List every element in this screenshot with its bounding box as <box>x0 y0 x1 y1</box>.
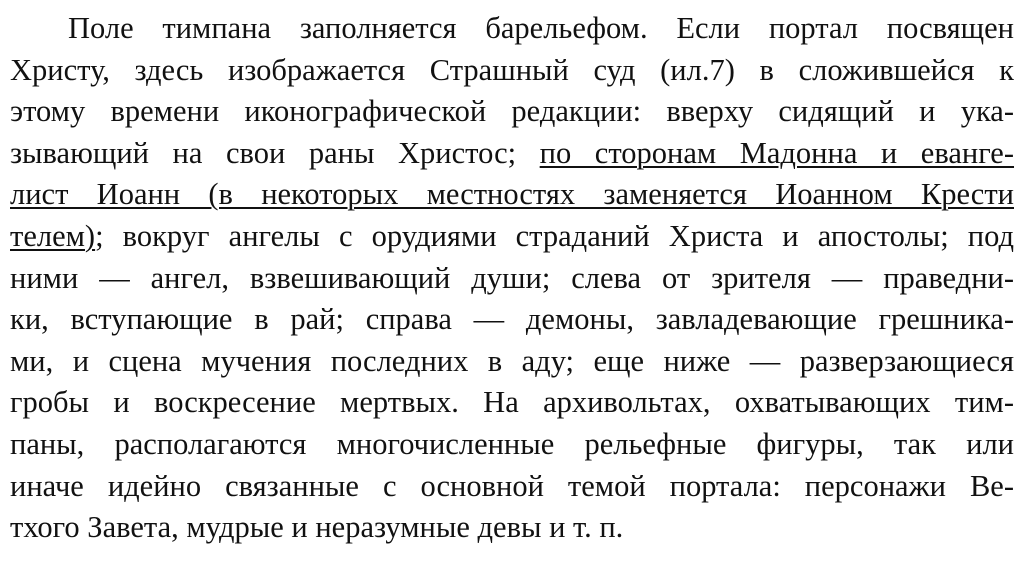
text-line <box>10 174 1014 216</box>
text-run: ними — ангел, взвешивающий души; слева от зрителя — праведни- <box>10 260 1014 295</box>
text-run: паны, располагаются многочисленные рельефные фигуры, так или <box>10 426 1014 461</box>
text-run: Поле тимпана заполняется барельефом. Если портал посвящен <box>68 11 1014 45</box>
underlined-text-run: телем) <box>10 218 96 253</box>
text-line <box>10 466 1014 508</box>
text-line <box>10 133 1014 175</box>
text-run: иначе идейно связанные с основной темой портала: персонажи Ве- <box>10 468 1014 503</box>
text-run: этому времени иконографической редакции: вверху сидящий и ука- <box>10 94 1014 129</box>
text-run: Христу, здесь изображается Страшный суд (ил.7) в сложившейся к <box>10 52 1014 87</box>
body-paragraph <box>10 8 1014 549</box>
text-run: ми, и сцена мучения последних в аду; еще ниже — разверзающиеся <box>10 343 1014 378</box>
text-line <box>10 299 1014 341</box>
text-run: зывающий на свои раны Христос; <box>10 135 540 170</box>
text-run: ки, вступающие в рай; справа — демоны, завладевающие грешника- <box>10 302 1014 337</box>
text-run: гробы и воскресение мертвых. На архивольтах, охватывающих тим- <box>10 385 1014 420</box>
underlined-text-run: по сторонам Мадонна и еванге- <box>539 135 1015 170</box>
underlined-text-run: лист Иоанн (в некоторых местностях заменяется Иоанном Крести <box>10 177 1014 212</box>
text-run: тхого Завета, мудрые и неразумные девы и т. п. <box>10 510 624 545</box>
text-line <box>10 50 1014 92</box>
text-line <box>10 424 1014 466</box>
text-line <box>10 382 1014 424</box>
text-line <box>10 91 1014 133</box>
text-line <box>10 258 1014 300</box>
text-line <box>10 8 1014 50</box>
text-line <box>10 507 1014 549</box>
text-run: ; вокруг ангелы с орудиями страданий Христа и апостолы; под <box>95 218 1014 253</box>
text-line <box>10 341 1014 383</box>
text-line <box>10 216 1014 258</box>
